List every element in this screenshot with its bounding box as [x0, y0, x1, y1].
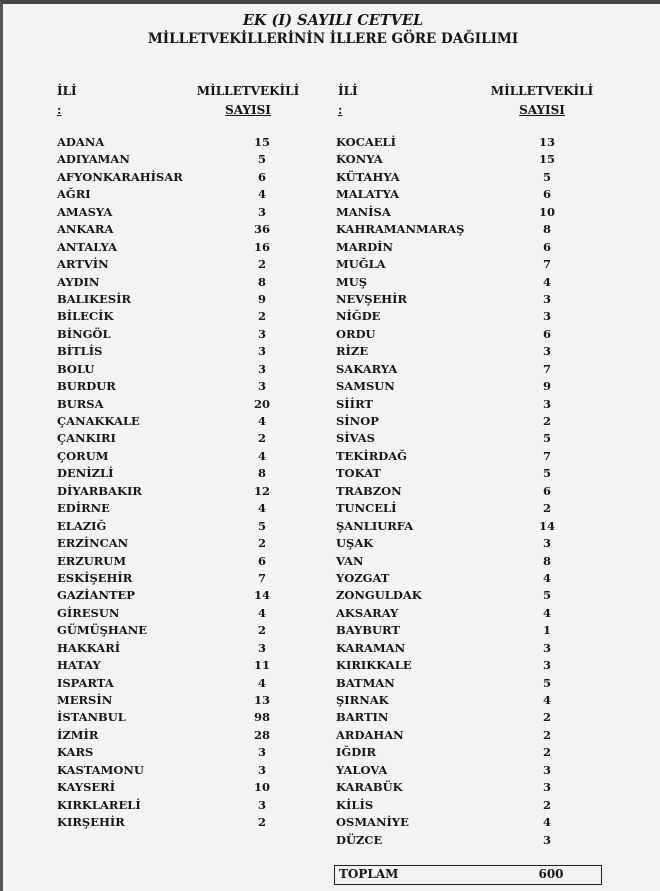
- province-name: MUŞ: [336, 274, 368, 289]
- table-row: [336, 535, 596, 552]
- deputy-count: 9: [257, 291, 266, 306]
- deputy-count: 3: [542, 762, 551, 777]
- table-row: [57, 186, 317, 203]
- province-header-colon: :: [338, 103, 343, 117]
- province-name: MUĞLA: [336, 257, 386, 272]
- deputy-count: 3: [257, 797, 266, 812]
- province-name: İSTANBUL: [57, 710, 126, 725]
- province-name: ORDU: [336, 326, 376, 341]
- table-row: [336, 151, 596, 168]
- province-header-colon: :: [57, 103, 62, 117]
- table-row: [336, 326, 596, 343]
- count-header-line2: SAYISI: [519, 103, 565, 117]
- province-name: AKSARAY: [336, 605, 399, 620]
- province-name: ISPARTA: [57, 675, 114, 690]
- total-box: [334, 865, 602, 885]
- table-row: [57, 762, 317, 779]
- deputy-count: 36: [253, 222, 270, 237]
- province-name: EDİRNE: [57, 501, 110, 516]
- table-row: [57, 361, 317, 378]
- province-name: KIRKLARELİ: [57, 797, 141, 812]
- deputy-count: 2: [257, 623, 266, 638]
- table-row: [57, 587, 317, 604]
- deputy-count: 14: [538, 518, 555, 533]
- deputy-count: 6: [542, 239, 551, 254]
- province-name: KARABÜK: [336, 780, 403, 795]
- table-row: [57, 622, 317, 639]
- province-name: KARAMAN: [336, 640, 406, 655]
- deputy-count: 5: [257, 152, 266, 167]
- count-header-line1: MİLLETVEKİLİ: [196, 84, 300, 98]
- province-name: TRABZON: [336, 483, 402, 498]
- deputy-count: 5: [542, 675, 551, 690]
- province-name: ÇORUM: [57, 448, 109, 463]
- deputy-count: 3: [542, 344, 551, 359]
- province-name: OSMANİYE: [336, 815, 409, 830]
- deputy-count: 4: [542, 274, 551, 289]
- deputy-count: 4: [257, 675, 266, 690]
- deputy-count: 16: [253, 239, 270, 254]
- province-name: ANTALYA: [57, 239, 118, 254]
- table-row: [57, 483, 317, 500]
- total-value: 600: [538, 867, 564, 881]
- deputy-count: 3: [542, 780, 551, 795]
- table-row: [336, 483, 596, 500]
- province-name: GİRESUN: [57, 605, 120, 620]
- province-name: TEKİRDAĞ: [336, 448, 407, 463]
- table-row: [336, 291, 596, 308]
- table-row: [57, 797, 317, 814]
- province-name: ADIYAMAN: [57, 152, 130, 167]
- deputy-count: 3: [257, 361, 266, 376]
- table-row: [57, 692, 317, 709]
- province-name: ERZURUM: [57, 553, 127, 568]
- deputy-count: 4: [257, 414, 266, 428]
- deputy-count: 6: [257, 169, 266, 184]
- table-row: [57, 727, 317, 744]
- province-name: KIRŞEHİR: [57, 815, 125, 830]
- deputy-count: 2: [542, 797, 551, 812]
- table-row: [336, 430, 596, 447]
- province-name: BİNGÖL: [57, 326, 111, 341]
- province-name: MALATYA: [336, 187, 399, 202]
- table-row: [336, 570, 596, 587]
- province-name: KONYA: [336, 152, 383, 167]
- table-row: [336, 744, 596, 761]
- deputy-count: 3: [542, 309, 551, 324]
- province-name: ADANA: [57, 135, 105, 149]
- table-row: [336, 239, 596, 256]
- deputy-count: 4: [542, 693, 551, 707]
- province-name: KOCAELİ: [336, 135, 397, 149]
- table-row: [57, 221, 317, 238]
- deputy-count: 4: [257, 605, 266, 620]
- right-province-header: [338, 84, 358, 118]
- table-row: [336, 779, 596, 796]
- deputy-count: 2: [542, 727, 551, 742]
- province-name: BİLECİK: [57, 309, 114, 324]
- deputy-count: 9: [542, 379, 551, 394]
- table-row: [57, 779, 317, 796]
- table-row: [336, 343, 596, 360]
- province-name: GAZİANTEP: [57, 588, 135, 603]
- deputy-count: 4: [542, 815, 551, 830]
- table-row: [57, 291, 317, 308]
- deputy-count: 5: [542, 431, 551, 446]
- province-name: NİĞDE: [336, 309, 381, 324]
- province-name: BURDUR: [57, 379, 116, 394]
- table-row: [336, 762, 596, 779]
- deputy-count: 5: [542, 466, 551, 481]
- province-header-label: İLİ: [57, 84, 77, 98]
- deputy-count: 2: [257, 815, 266, 830]
- province-name: BOLU: [57, 361, 95, 376]
- table-row: [336, 640, 596, 657]
- deputy-count: 10: [538, 204, 555, 219]
- deputy-count: 98: [253, 710, 270, 725]
- table-row: [57, 535, 317, 552]
- province-name: ŞANLIURFA: [336, 518, 414, 533]
- province-name: MERSİN: [57, 693, 113, 707]
- table-row: [336, 169, 596, 186]
- table-row: [57, 239, 317, 256]
- table-row: [336, 709, 596, 726]
- province-name: AMASYA: [57, 204, 113, 219]
- table-row: [57, 396, 317, 413]
- province-name: KÜTAHYA: [336, 169, 400, 184]
- table-row: [336, 675, 596, 692]
- table-row: [57, 605, 317, 622]
- province-name: ŞIRNAK: [336, 693, 389, 707]
- province-name: SAMSUN: [336, 379, 395, 394]
- deputy-count: 6: [542, 187, 551, 202]
- deputy-count: 8: [257, 274, 266, 289]
- deputy-count: 3: [257, 745, 266, 760]
- table-row: [336, 361, 596, 378]
- table-row: [336, 274, 596, 291]
- province-name: KAHRAMANMARAŞ: [336, 222, 465, 237]
- province-name: AYDIN: [57, 274, 100, 289]
- province-name: AĞRI: [57, 187, 91, 202]
- count-header-line2: SAYISI: [225, 103, 271, 117]
- deputy-count: 2: [257, 309, 266, 324]
- deputy-count: 3: [257, 326, 266, 341]
- province-name: KASTAMONU: [57, 762, 144, 777]
- table-row: [57, 151, 317, 168]
- table-row: [57, 134, 317, 151]
- province-name: SAKARYA: [336, 361, 398, 376]
- deputy-count: 3: [542, 832, 551, 847]
- table-row: [57, 448, 317, 465]
- province-name: DİYARBAKIR: [57, 483, 142, 498]
- deputy-count: 6: [542, 483, 551, 498]
- deputy-count: 2: [257, 536, 266, 551]
- province-name: BARTIN: [336, 710, 389, 725]
- table-row: [336, 518, 596, 535]
- deputy-count: 2: [257, 257, 266, 272]
- deputy-count: 2: [542, 745, 551, 760]
- deputy-count: 11: [253, 658, 270, 673]
- deputy-count: 3: [542, 658, 551, 673]
- left-count-header: [183, 84, 313, 118]
- deputy-count: 14: [253, 588, 270, 603]
- deputy-count: 13: [538, 135, 555, 149]
- deputy-count: 7: [542, 361, 551, 376]
- table-row: [336, 500, 596, 517]
- province-name: ZONGULDAK: [336, 588, 422, 603]
- table-row: [57, 709, 317, 726]
- table-row: [336, 814, 596, 831]
- table-row: [336, 797, 596, 814]
- province-name: BİTLİS: [57, 344, 103, 359]
- province-name: HAKKARİ: [57, 640, 121, 655]
- deputy-count: 2: [542, 414, 551, 428]
- province-name: SİİRT: [336, 396, 373, 411]
- deputy-count: 3: [542, 536, 551, 551]
- deputy-count: 28: [253, 727, 270, 742]
- right-count-header: [477, 84, 607, 118]
- province-name: MARDİN: [336, 239, 394, 254]
- province-name: MANİSA: [336, 204, 391, 219]
- table-row: [57, 518, 317, 535]
- table-row: [336, 622, 596, 639]
- province-name: GÜMÜŞHANE: [57, 623, 147, 638]
- table-row: [336, 553, 596, 570]
- table-row: [336, 256, 596, 273]
- province-name: IĞDIR: [336, 745, 377, 760]
- deputy-count: 7: [542, 448, 551, 463]
- table-row: [57, 744, 317, 761]
- table-row: [57, 553, 317, 570]
- province-name: YALOVA: [336, 762, 388, 777]
- table-row: [57, 500, 317, 517]
- deputy-count: 8: [542, 553, 551, 568]
- table-row: [336, 692, 596, 709]
- table-row: [336, 396, 596, 413]
- deputy-count: 2: [257, 431, 266, 446]
- deputy-count: 3: [257, 344, 266, 359]
- province-name: KİLİS: [336, 797, 374, 812]
- province-name: BALIKESİR: [57, 291, 132, 306]
- table-row: [336, 378, 596, 395]
- table-row: [336, 448, 596, 465]
- table-row: [57, 343, 317, 360]
- province-name: HATAY: [57, 658, 101, 673]
- province-name: KAYSERİ: [57, 780, 116, 795]
- province-header-label: İLİ: [338, 84, 358, 98]
- province-name: SİVAS: [336, 431, 375, 446]
- deputy-count: 6: [257, 553, 266, 568]
- province-name: ERZİNCAN: [57, 536, 129, 551]
- left-province-header: [57, 84, 77, 118]
- province-name: UŞAK: [336, 536, 374, 551]
- province-name: DENİZLİ: [57, 466, 114, 481]
- deputy-count: 2: [542, 710, 551, 725]
- table-row: [57, 570, 317, 587]
- deputy-count: 4: [257, 501, 266, 516]
- deputy-count: 5: [542, 588, 551, 603]
- province-name: ARDAHAN: [336, 727, 404, 742]
- document-title: EK (I) SAYILI CETVEL: [242, 12, 424, 29]
- province-name: BAYBURT: [336, 623, 400, 638]
- total-label: TOPLAM: [339, 867, 399, 881]
- province-name: TUNCELİ: [336, 501, 397, 516]
- deputy-count: 12: [253, 483, 270, 498]
- province-name: NEVŞEHİR: [336, 291, 408, 306]
- count-header-line1: MİLLETVEKİLİ: [490, 84, 594, 98]
- table-row: [57, 657, 317, 674]
- province-name: RİZE: [336, 344, 369, 359]
- province-name: ÇANAKKALE: [57, 414, 140, 428]
- deputy-count: 1: [542, 623, 551, 638]
- deputy-count: 15: [538, 152, 555, 167]
- province-name: YOZGAT: [336, 570, 390, 585]
- table-row: [57, 274, 317, 291]
- province-name: BATMAN: [336, 675, 395, 690]
- province-name: SİNOP: [336, 414, 379, 428]
- deputy-count: 4: [542, 605, 551, 620]
- table-row: [336, 605, 596, 622]
- deputy-count: 4: [257, 187, 266, 202]
- table-row: [57, 169, 317, 186]
- table-row: [57, 430, 317, 447]
- province-name: VAN: [336, 553, 364, 568]
- table-row: [336, 134, 596, 151]
- province-name: ÇANKIRI: [57, 431, 116, 446]
- province-name: TOKAT: [336, 466, 381, 481]
- deputy-count: 3: [257, 640, 266, 655]
- table-row: [336, 204, 596, 221]
- deputy-count: 3: [542, 640, 551, 655]
- table-row: [57, 413, 317, 430]
- deputy-count: 3: [257, 762, 266, 777]
- table-row: [336, 308, 596, 325]
- deputy-count: 8: [542, 222, 551, 237]
- table-row: [57, 308, 317, 325]
- table-row: [336, 465, 596, 482]
- table-row: [336, 657, 596, 674]
- table-row: [336, 221, 596, 238]
- deputy-count: 15: [253, 135, 270, 149]
- document-subtitle: MİLLETVEKİLLERİNİN İLLERE GÖRE DAĞILIMI: [147, 31, 519, 47]
- table-row: [336, 413, 596, 430]
- deputy-count: 3: [257, 204, 266, 219]
- table-row: [57, 256, 317, 273]
- deputy-count: 10: [253, 780, 270, 795]
- deputy-count: 4: [257, 448, 266, 463]
- table-row: [336, 587, 596, 604]
- table-row: [57, 640, 317, 657]
- table-row: [57, 465, 317, 482]
- province-name: ELAZIĞ: [57, 518, 107, 533]
- deputy-count: 8: [257, 466, 266, 481]
- province-name: DÜZCE: [336, 832, 383, 847]
- deputy-count: 3: [542, 291, 551, 306]
- deputy-count: 2: [542, 501, 551, 516]
- deputy-count: 6: [542, 326, 551, 341]
- deputy-count: 20: [253, 396, 270, 411]
- table-row: [57, 675, 317, 692]
- table-row: [336, 832, 596, 849]
- province-name: ESKİŞEHİR: [57, 570, 133, 585]
- deputy-count: 3: [257, 379, 266, 394]
- deputy-count: 7: [257, 570, 266, 585]
- table-row: [57, 204, 317, 221]
- province-name: BURSA: [57, 396, 104, 411]
- province-name: KARS: [57, 745, 94, 760]
- province-name: AFYONKARAHİSAR: [57, 169, 183, 184]
- deputy-count: 5: [542, 169, 551, 184]
- table-row: [336, 186, 596, 203]
- province-name: KIRIKKALE: [336, 658, 412, 673]
- deputy-count: 3: [542, 396, 551, 411]
- province-name: ANKARA: [57, 222, 114, 237]
- deputy-count: 13: [253, 693, 270, 707]
- table-row: [336, 727, 596, 744]
- deputy-count: 7: [542, 257, 551, 272]
- left-province-list: [57, 134, 317, 832]
- table-row: [57, 378, 317, 395]
- province-name: İZMİR: [57, 727, 99, 742]
- right-province-list: [336, 134, 596, 849]
- deputy-count: 5: [257, 518, 266, 533]
- table-row: [57, 326, 317, 343]
- province-name: ARTVİN: [57, 257, 109, 272]
- table-row: [57, 814, 317, 831]
- deputy-count: 4: [542, 570, 551, 585]
